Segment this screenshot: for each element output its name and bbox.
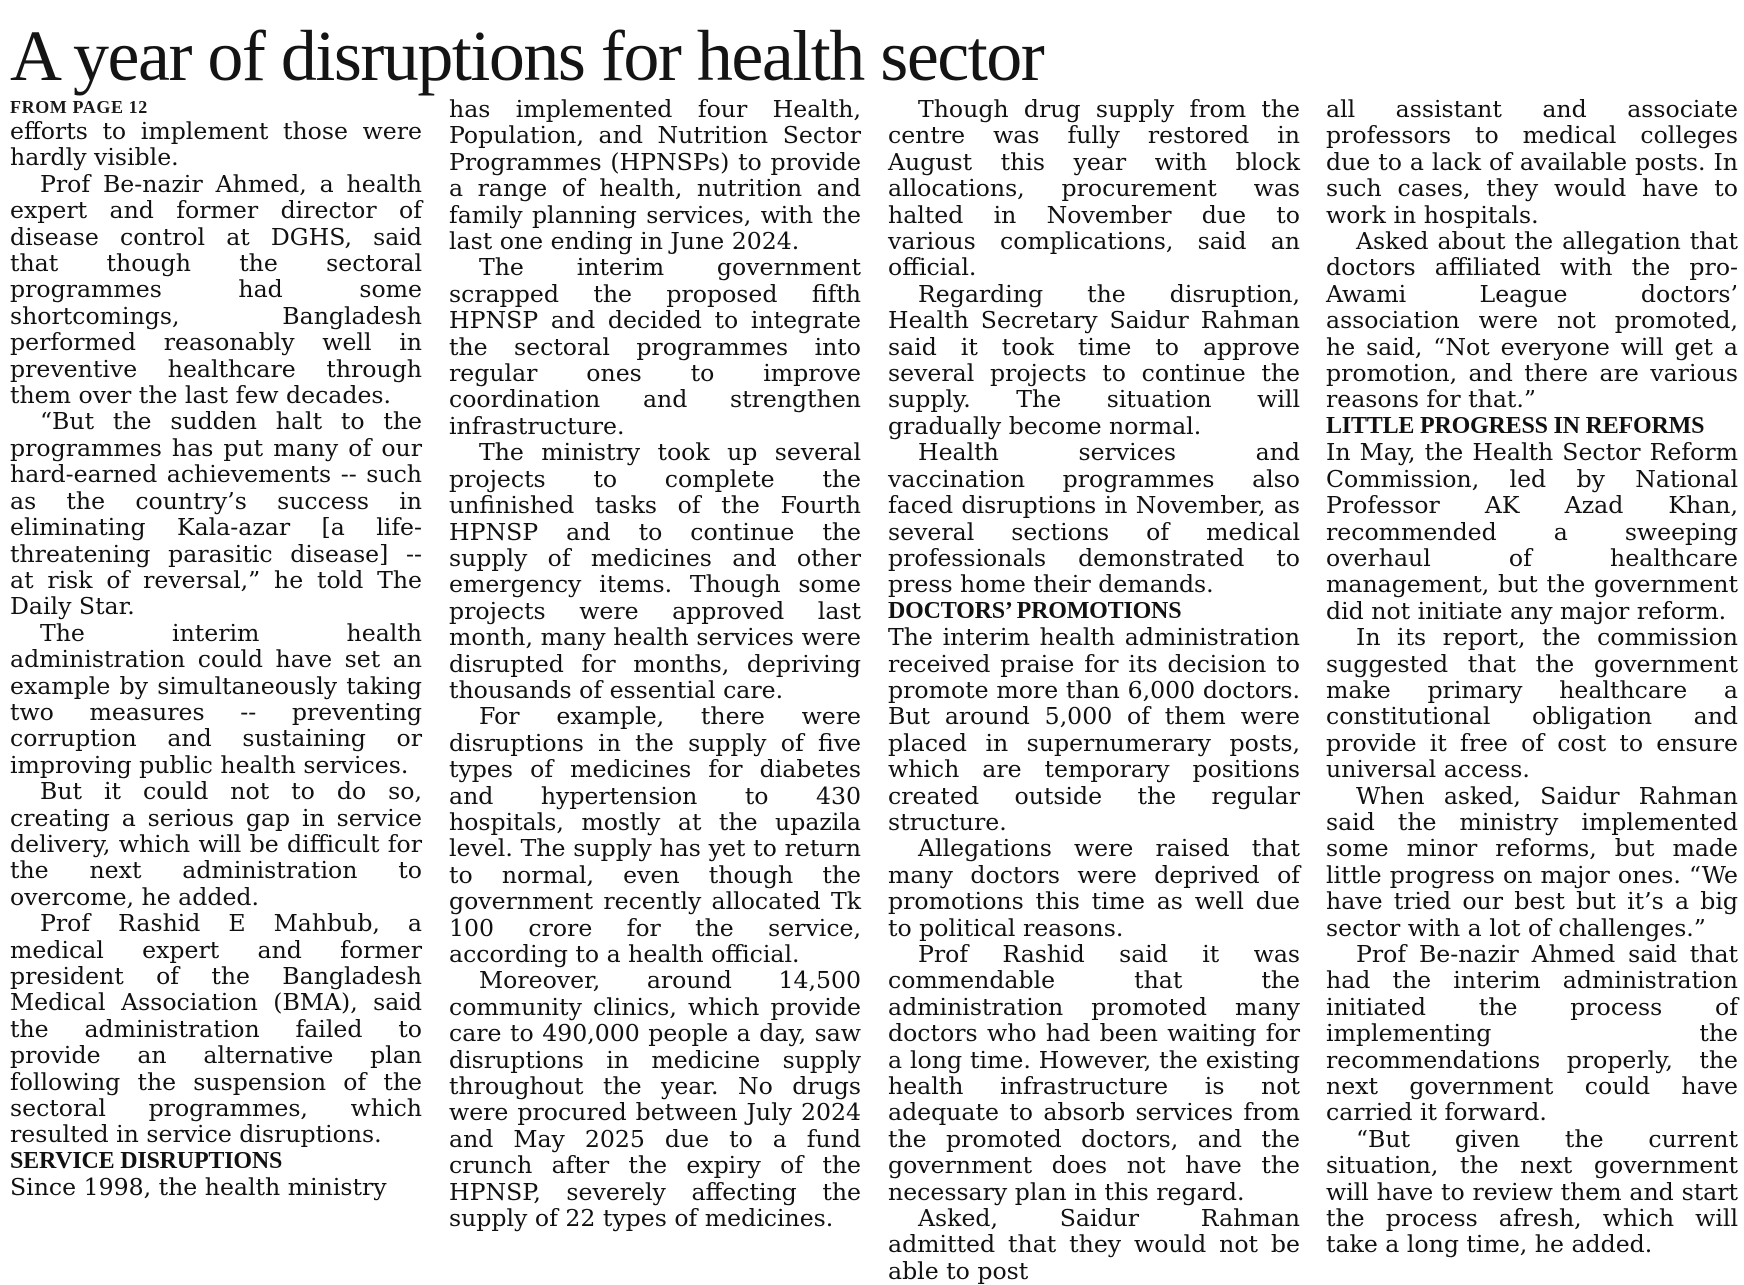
article-paragraph: When asked, Saidur Rahman said the ministry implemented some minor reforms, but made little progress on major ones. “We have tried our best but it’s a big sector with a lot of challenges.” [1326,781,1738,942]
article-paragraph: The interim government scrapped the proposed fifth HPNSP and decided to integrate the sectoral programmes into regular ones to improve coordination and strengthen infrastructure. [449,253,861,440]
article-paragraph: The ministry took up several projects to complete the unfinished tasks of the Fourth HPNSP and to continue the supply of medicines and other emergency items. Though some projects were approved last month, many health services were disrupted for months, depriving thousands of essential care. [449,438,861,704]
article-column-2 [449,95,861,1233]
article-paragraph: Since 1998, the health ministry [10,1173,387,1202]
article-column-4 [1326,95,1738,1259]
article-paragraph: Prof Rashid said it was commendable that the administration promoted many doctors who had been waiting for a long time. However, the existing health infrastructure is not adequate to absorb services from the promoted doctors, and the government does not have the necessary plan in this regard. [888,940,1300,1206]
article-paragraph: has implemented four Health, Population, and Nutrition Sector Programmes (HPNSPs) to provide a range of health, nutrition and family planning services, with the last one ending in June 2024. [449,95,861,256]
headline: A year of disruptions for health sector [10,16,1044,96]
article-column-3 [888,95,1300,1285]
article-paragraph: Asked about the allegation that doctors affiliated with the pro-Awami League doctors’ association were not promoted, he said, “Not everyone will get a promotion, and there are various reasons for that.” [1326,227,1738,414]
article-paragraph: In its report, the commission suggested that the government make primary healthcare a constitutional obligation and provide it free of cost to ensure universal access. [1326,623,1738,784]
article-paragraph: Health services and vaccination programmes also faced disruptions in November, as several sections of medical professionals demonstrated to press home their demands. [888,438,1300,599]
article-paragraph: The interim health administration received praise for its decision to promote more than 6,000 doctors. But around 5,000 of them were placed in supernumerary posts, which are temporary positions created outside the regular structure. [888,623,1300,836]
section-subhead: DOCTORS’ PROMOTIONS [888,597,1182,624]
article-paragraph: Prof Rashid E Mahbub, a medical expert and former president of the Bangladesh Medical Association (BMA), said the administration failed to provide an alternative plan following the suspension of the sectoral programmes, which resulted in service disruptions. [10,909,422,1149]
article-paragraph: Regarding the disruption, Health Secretary Saidur Rahman said it took time to approve several projects to continue the supply. The situation will gradually become normal. [888,279,1300,440]
article-paragraph: Asked, Saidur Rahman admitted that they would not be able to post [888,1204,1300,1285]
article-paragraph: “But given the current situation, the next government will have to review them and start the process afresh, which will take a long time, he added. [1326,1124,1738,1259]
article-column-1 [10,96,422,1202]
article-paragraph: efforts to implement those were hardly visible. [10,117,422,172]
article-paragraph: For example, there were disruptions in the supply of five types of medicines for diabetes and hypertension to 430 hospitals, mostly at the upazila level. The supply has yet to return to normal, even though the government recently allocated Tk 100 crore for the service, according to a health official. [449,702,861,968]
article-paragraph: But it could not to do so, creating a serious gap in service delivery, which will be difficult for the next administration to overcome, he added. [10,777,422,911]
article-paragraph: Allegations were raised that many doctors were deprived of promotions this time as well due to political reasons. [888,834,1300,942]
article-paragraph: Prof Be-nazir Ahmed said that had the interim administration initiated the process of implementing the recommendations properly, the next government could have carried it forward. [1326,940,1738,1127]
article-paragraph: The interim health administration could have set an example by simultaneously taking two measures -- preventing corruption and sustaining or improving public health services. [10,618,422,779]
article-paragraph: “But the sudden halt to the programmes has put many of our hard-earned achievements -- such as the country’s success in eliminating Kala-azar [a life-threatening parasitic disease] -- at risk of reversal,” he told The Daily Star. [10,407,422,621]
article-paragraph: all assistant and associate professors to medical colleges due to a lack of available posts. In such cases, they would have to work in hospitals. [1326,95,1738,229]
section-subhead: LITTLE PROGRESS IN REFORMS [1326,412,1705,439]
section-subhead: SERVICE DISRUPTIONS [10,1147,283,1174]
article-paragraph: Though drug supply from the centre was fully restored in August this year with block allocations, procurement was halted in November due to various complications, said an official. [888,95,1300,282]
jump-line: FROM PAGE 12 [10,97,148,117]
article-paragraph: Prof Be-nazir Ahmed, a health expert and former director of disease control at DGHS, said that though the sectoral programmes had some shortcomings, Bangladesh performed reasonably well in preventive healthcare through them over the last few decades. [10,169,422,410]
article-paragraph: In May, the Health Sector Reform Commission, led by National Professor AK Azad Khan, recommended a sweeping overhaul of healthcare management, but the government did not initiate any major reform. [1326,438,1738,625]
article-paragraph: Moreover, around 14,500 community clinics, which provide care to 490,000 people a day, saw disruptions in medicine supply throughout the year. No drugs were procured between July 2024 and May 2025 due to a fund crunch after the expiry of the HPNSP, severely affecting the supply of 22 types of medicines. [449,966,861,1233]
